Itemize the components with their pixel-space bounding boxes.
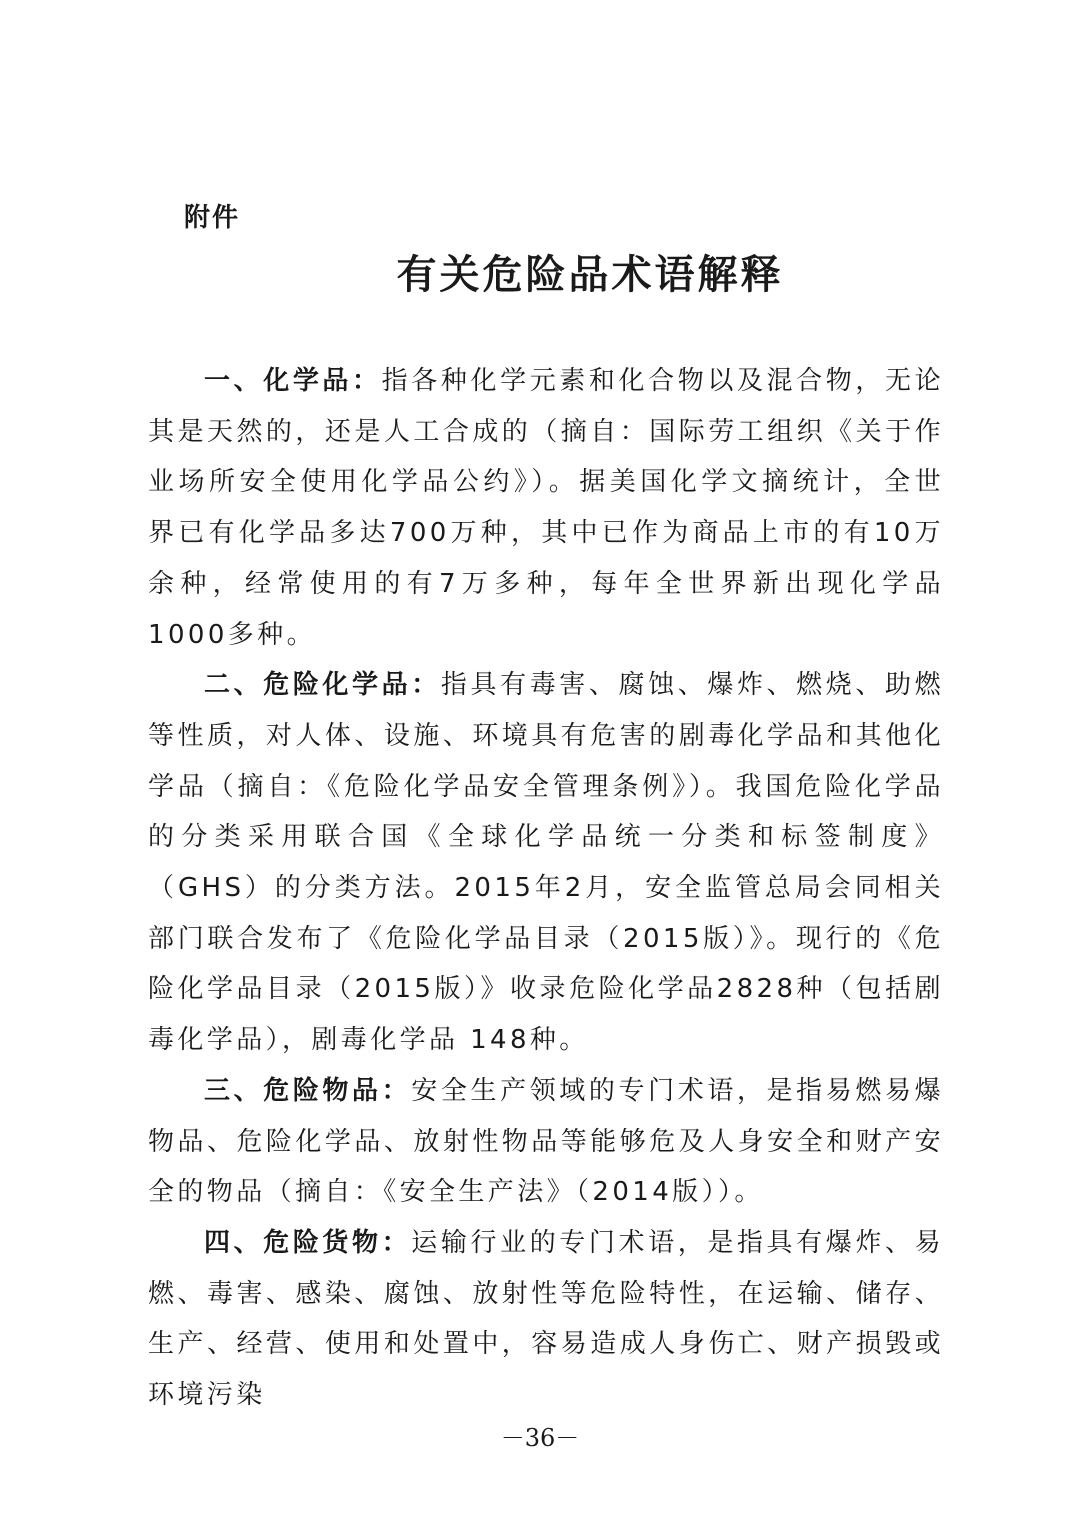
section-chemicals — [148, 356, 944, 660]
document-body — [148, 356, 944, 1421]
page-number: －36－ — [500, 1424, 580, 1452]
document-title: 有关危险品术语解释 — [396, 251, 784, 298]
section-text: 安全生产领域的专门术语，是指易燃易爆物品、危险化学品、放射性物品等能够危及人身安全和财产安全的物品（摘自：《安全生产法》（2014版））。 — [148, 1075, 944, 1208]
attachment-label: 附件 — [184, 203, 241, 233]
section-text: 指具有毒害、腐蚀、爆炸、燃烧、助燃等性质，对人体、设施、环境具有危害的剧毒化学品和其他化学品（摘自：《危险化学品安全管理条例》）。我国危险化学品的分类采用联合国《全球化学品统一分类和标签制度》（GHS）的分类方法。2015年2月，安全监管总局会同相关部门联合发布了《危险化学品目录（2015版）》。现行的《危险化学品目录（2015版）》收录危险化学品2828种（包括剧毒化学品），剧毒化学品 148种。 — [148, 670, 944, 1056]
section-hazardous-chemicals — [148, 660, 944, 1066]
section-dangerous-goods-safety — [148, 1066, 944, 1218]
section-text: 指各种化学元素和化合物以及混合物，无论其是天然的，还是人工合成的（摘自：国际劳工组织《关于作业场所安全使用化学品公约》）。据美国化学文摘统计，全世界已有化学品多达700万种，其中已作为商品上市的有10万余种，经常使用的有7万多种，每年全世界新出现化学品1000多种。 — [148, 366, 944, 650]
section-term: 三、危险物品： — [204, 1075, 412, 1106]
section-term: 四、危险货物： — [204, 1227, 412, 1258]
section-dangerous-cargo — [148, 1218, 944, 1421]
section-text: 运输行业的专门术语，是指具有爆炸、易燃、毒害、感染、腐蚀、放射性等危险特性，在运输、储存、生产、经营、使用和处置中，容易造成人身伤亡、财产损毁或环境污染 — [148, 1227, 944, 1411]
section-term: 一、化学品： — [204, 366, 382, 396]
section-term: 二、危险化学品： — [204, 670, 441, 701]
